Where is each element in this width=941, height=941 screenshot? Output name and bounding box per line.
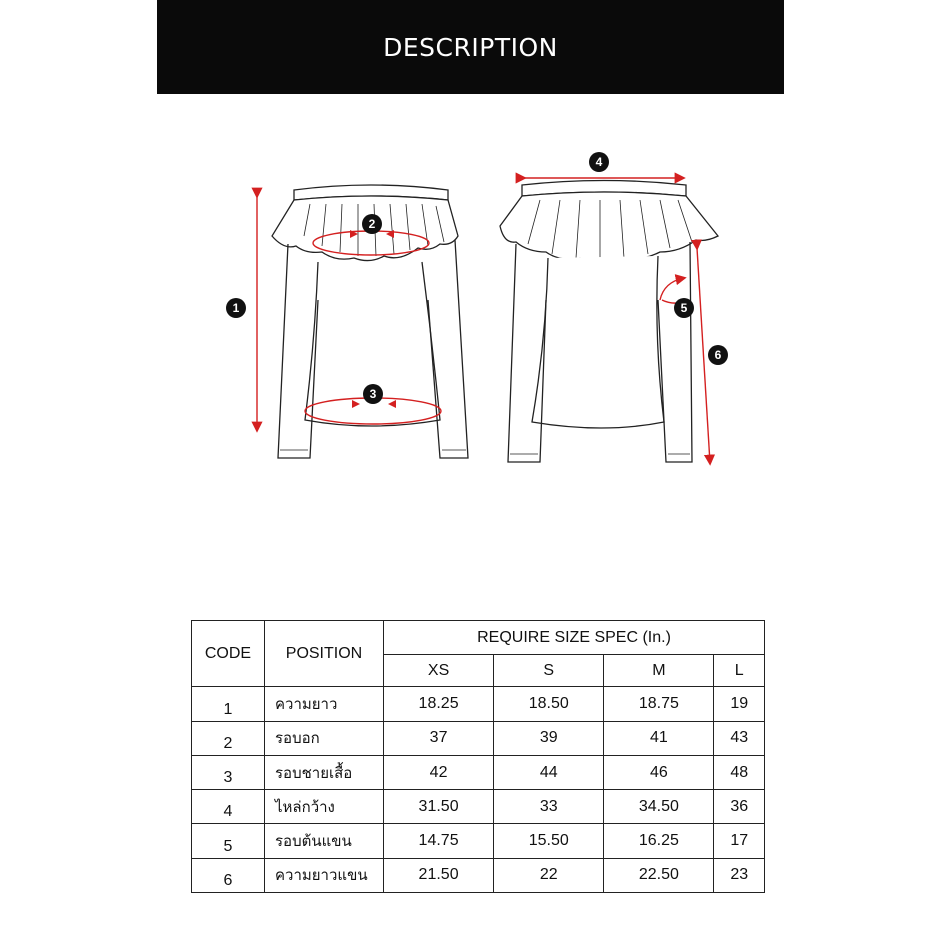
header-position: POSITION — [265, 621, 384, 687]
row-value: 44 — [494, 755, 604, 789]
row-value: 15.50 — [494, 824, 604, 858]
marker-4 — [589, 152, 609, 172]
row-value: 23 — [714, 858, 765, 892]
svg-text:4: 4 — [595, 155, 603, 169]
page-title: DESCRIPTION — [383, 32, 558, 62]
table-row — [192, 687, 765, 721]
row-code: 6 — [192, 858, 265, 892]
row-value: 37 — [384, 721, 494, 755]
row-value: 18.25 — [384, 687, 494, 721]
row-position: ไหล่กว้าง — [265, 790, 384, 824]
marker-2 — [362, 214, 382, 234]
header-spec: REQUIRE SIZE SPEC (In.) — [384, 621, 765, 655]
row-code: 5 — [192, 824, 265, 858]
header-code: CODE — [192, 621, 265, 687]
size-header: M — [604, 655, 714, 687]
row-position: รอบต้นแขน — [265, 824, 384, 858]
row-value: 33 — [494, 790, 604, 824]
row-value: 21.50 — [384, 858, 494, 892]
table-row — [192, 824, 765, 858]
svg-text:5: 5 — [680, 301, 688, 315]
marker-1 — [226, 298, 246, 318]
row-value: 18.75 — [604, 687, 714, 721]
row-value: 16.25 — [604, 824, 714, 858]
row-position: รอบชายเสื้อ — [265, 755, 384, 789]
row-value: 42 — [384, 755, 494, 789]
row-value: 22.50 — [604, 858, 714, 892]
row-position: ความยาวแขน — [265, 858, 384, 892]
row-value: 34.50 — [604, 790, 714, 824]
size-spec-table — [191, 620, 765, 893]
row-code: 3 — [192, 755, 265, 789]
row-value: 43 — [714, 721, 765, 755]
row-value: 36 — [714, 790, 765, 824]
table-row — [192, 721, 765, 755]
row-value: 14.75 — [384, 824, 494, 858]
row-value: 17 — [714, 824, 765, 858]
row-code: 1 — [192, 687, 265, 721]
svg-text:3: 3 — [369, 387, 377, 401]
row-code: 2 — [192, 721, 265, 755]
row-code: 4 — [192, 790, 265, 824]
row-position: ความยาว — [265, 687, 384, 721]
back-view — [500, 181, 718, 463]
table-row — [192, 790, 765, 824]
row-position: รอบอก — [265, 721, 384, 755]
row-value: 41 — [604, 721, 714, 755]
size-header: L — [714, 655, 765, 687]
svg-text:6: 6 — [714, 348, 722, 362]
marker-6 — [708, 345, 728, 365]
svg-text:2: 2 — [368, 217, 376, 231]
svg-text:1: 1 — [232, 301, 240, 315]
marker-3 — [363, 384, 383, 404]
marker-5 — [674, 298, 694, 318]
row-value: 31.50 — [384, 790, 494, 824]
row-value: 19 — [714, 687, 765, 721]
table-row — [192, 858, 765, 892]
row-value: 18.50 — [494, 687, 604, 721]
row-value: 48 — [714, 755, 765, 789]
row-value: 22 — [494, 858, 604, 892]
size-header: XS — [384, 655, 494, 687]
table-row — [192, 755, 765, 789]
size-header: S — [494, 655, 604, 687]
row-value: 39 — [494, 721, 604, 755]
row-value: 46 — [604, 755, 714, 789]
